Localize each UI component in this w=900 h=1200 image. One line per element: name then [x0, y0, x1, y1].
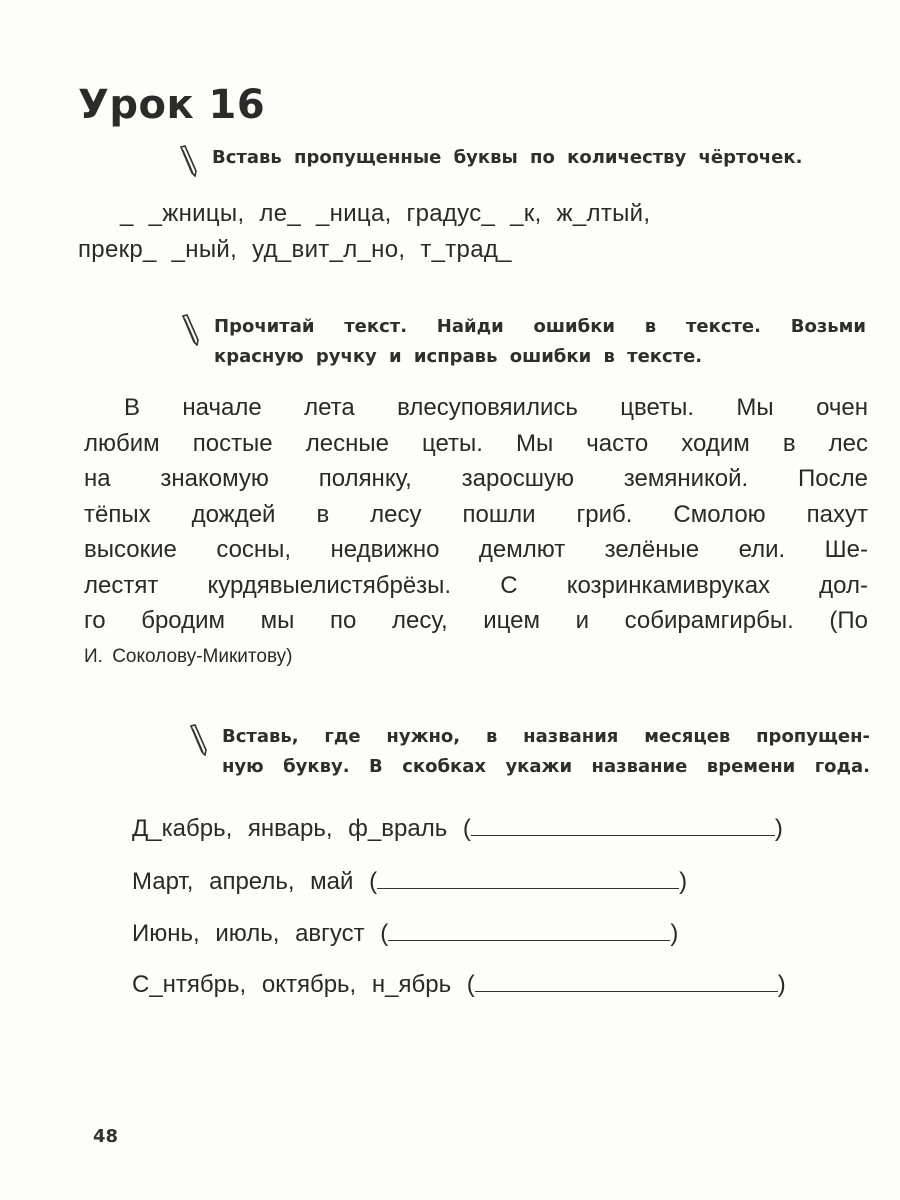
- word-input[interactable]: прекр_ _ный,: [78, 236, 238, 263]
- months-spring-row: Март, апрель, май ( ): [132, 868, 688, 895]
- word-input[interactable]: _ _жницы,: [120, 200, 245, 227]
- task1-instruction: Вставь пропущенные буквы по количеству чёрточек.: [212, 143, 862, 173]
- task3-instruction: Вставь, где нужно, в названия месяцев пропущен- ную букву. В скобках укажи название времени года.: [222, 722, 870, 782]
- months-autumn-row: С_нтябрь, октябрь, н_ябрь ( ): [132, 971, 786, 998]
- months-winter-row: Д_кабрь, январь, ф_враль ( ): [132, 815, 783, 842]
- pencil-icon: [178, 145, 200, 177]
- months-summer-row: Июнь, июль, август ( ): [132, 920, 679, 947]
- season-answer-input[interactable]: [388, 922, 670, 941]
- pencil-icon: [180, 314, 202, 346]
- word-input[interactable]: т_трад_: [420, 236, 512, 263]
- text-line: го бродим мы по лесу, ицем и собирамгирбы. (По: [84, 607, 868, 634]
- pencil-icon: [188, 724, 210, 756]
- season-answer-input[interactable]: [475, 973, 778, 992]
- text-line: любим постые лесные цеты. Мы часто ходим в лес: [84, 429, 868, 457]
- text-line: высокие сосны, недвижно демлют зелёные ели. Ше-: [84, 536, 868, 563]
- text-line: тёпых дождей в лесу пошли гриб. Смолою пахут: [84, 500, 868, 528]
- word-input[interactable]: уд_вит_л_но,: [252, 236, 406, 263]
- season-answer-input[interactable]: [377, 870, 679, 889]
- error-text: [84, 390, 868, 674]
- task1-line-2: [78, 236, 512, 264]
- word-input[interactable]: ж_лтый,: [556, 200, 651, 227]
- page-number: 48: [93, 1126, 119, 1147]
- text-line: на знакомую полянку, заросшую земяникой. После: [84, 465, 868, 492]
- text-line: лестят курдявыелистябрёзы. С козринкамивруках дол-: [84, 571, 868, 599]
- word-input[interactable]: градус_ _к,: [406, 200, 542, 227]
- season-answer-input[interactable]: [471, 817, 775, 836]
- lesson-title: Урок 16: [78, 82, 266, 128]
- word-input[interactable]: ле_ _ница,: [259, 200, 392, 227]
- text-source: И. Соколову-Микитову): [84, 645, 293, 667]
- task2-instruction: Прочитай текст. Найди ошибки в тексте. Возьми красную ручку и исправь ошибки в тексте.: [214, 312, 866, 372]
- text-line: В начале лета влесуповяились цветы. Мы очен: [124, 394, 868, 421]
- task1-line-1: [120, 200, 650, 228]
